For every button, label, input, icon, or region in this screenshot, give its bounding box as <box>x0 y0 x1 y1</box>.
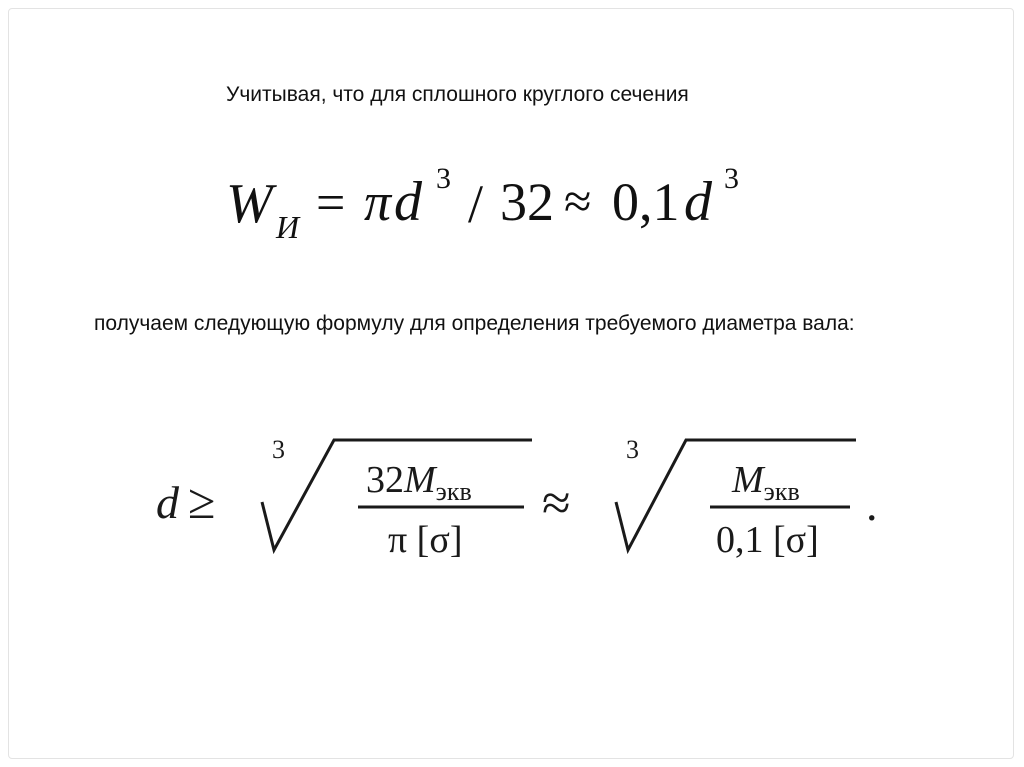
variable-d-2: d <box>684 171 712 233</box>
end-period: . <box>866 479 878 530</box>
root-index-2: 3 <box>626 435 639 464</box>
exponent-3-2: 3 <box>724 162 739 195</box>
slide <box>8 8 1014 759</box>
variable-d: d <box>394 171 422 233</box>
diameter-formula <box>150 420 910 590</box>
denominator-2: 0,1 [σ] <box>716 519 819 561</box>
intro-text: Учитывая, что для сплошного круглого сечения <box>226 83 689 106</box>
section-modulus-formula <box>226 160 766 250</box>
numerator-2-sub: экв <box>763 477 800 506</box>
root-index-1: 3 <box>272 435 285 464</box>
denominator-1: π [σ] <box>388 519 463 561</box>
division-slash: / <box>468 174 484 234</box>
pi-symbol: π <box>364 172 392 232</box>
geq-sign: ≥ <box>188 473 216 529</box>
svg-text:Mэкв <box>731 459 800 506</box>
lhs-variable-d: d <box>156 477 179 528</box>
svg-text:32Mэкв <box>366 459 472 506</box>
numerator-1-var: M <box>404 459 436 501</box>
numerator-1-sub: экв <box>435 477 472 506</box>
approx-sign: ≈ <box>564 173 592 229</box>
lhs-symbol: W <box>226 173 273 235</box>
denominator-32: 32 <box>500 172 554 232</box>
result-text: получаем следующую формулу для определения требуемого диаметра вала: <box>94 312 855 335</box>
equals-sign: = <box>316 175 346 232</box>
exponent-3: 3 <box>436 162 451 195</box>
coefficient: 0,1 <box>612 172 680 232</box>
numerator-2-var: M <box>732 459 764 501</box>
lhs-subscript: И <box>276 209 300 245</box>
numerator-1-coef: 32 <box>366 459 404 501</box>
approx-sign-2: ≈ <box>542 475 571 532</box>
